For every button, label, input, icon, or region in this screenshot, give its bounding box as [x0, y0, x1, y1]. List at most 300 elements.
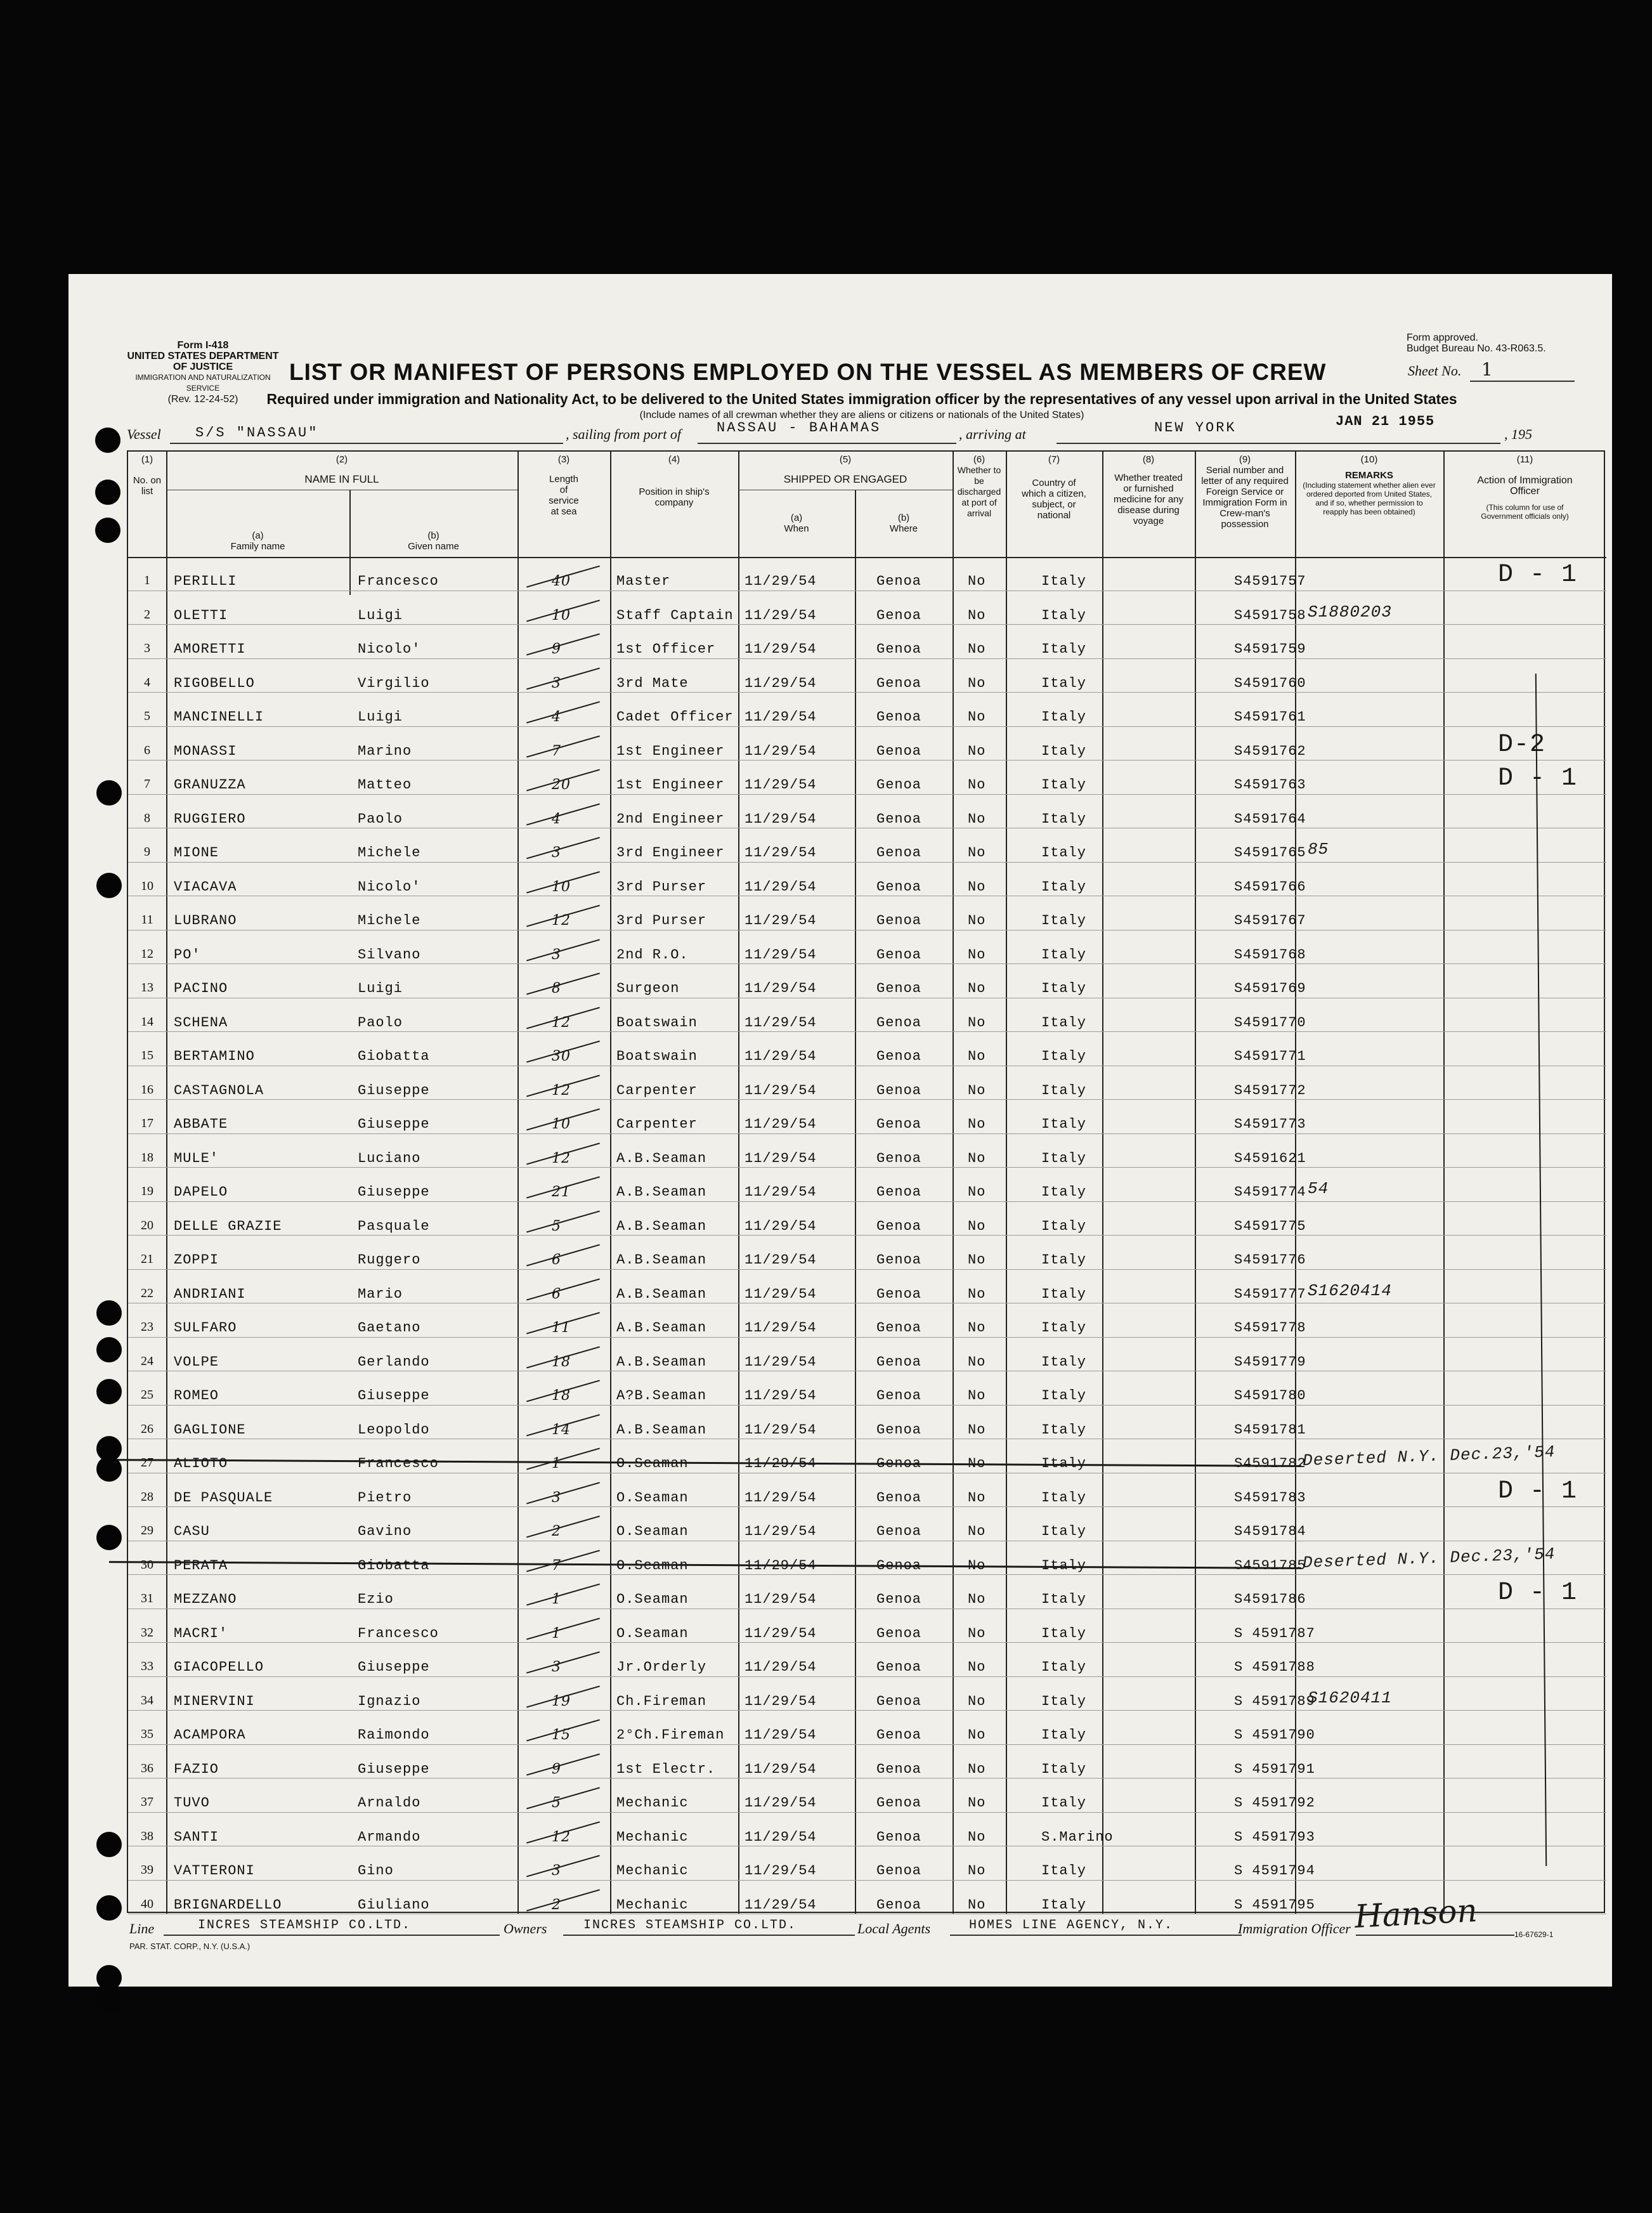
- arriving-port: NEW YORK: [1154, 420, 1237, 436]
- cell-given: Pietro: [358, 1489, 412, 1506]
- cell-country: Italy: [1041, 1218, 1087, 1234]
- service-check-mark: [526, 1278, 600, 1300]
- service-check-mark: [526, 1516, 600, 1538]
- cell-given: Silvano: [358, 946, 421, 963]
- cell-serial: S4591761: [1234, 709, 1306, 725]
- row-number: 29: [141, 1524, 153, 1537]
- cell-discharged: No: [968, 1863, 986, 1879]
- cell-serial: S4591773: [1234, 1116, 1306, 1132]
- punch-hole: [96, 1379, 122, 1404]
- service-check-mark: [526, 1244, 600, 1267]
- table-row: [128, 1507, 1606, 1541]
- table-row: [128, 1168, 1606, 1202]
- cell-service: 3: [552, 1863, 561, 1879]
- cell-serial: S4591766: [1234, 878, 1306, 895]
- cell-serial: S4591770: [1234, 1014, 1306, 1031]
- cell-country: Italy: [1041, 878, 1087, 895]
- cell-position: 3rd Engineer: [616, 845, 725, 861]
- cell-country: Italy: [1041, 845, 1087, 861]
- cell-serial: S4591621: [1234, 1150, 1306, 1166]
- cell-service: 3: [552, 946, 561, 963]
- cell-position: 1st Electr.: [616, 1761, 716, 1777]
- cell-where: Genoa: [876, 607, 922, 623]
- row-number: 38: [141, 1829, 153, 1843]
- cell-given: Giuseppe: [358, 1659, 430, 1675]
- vessel-name: S/S "NASSAU": [195, 425, 319, 441]
- cell-discharged: No: [968, 1659, 986, 1675]
- cell-position: A.B.Seaman: [616, 1150, 707, 1166]
- cell-discharged: No: [968, 1218, 986, 1234]
- cell-position: Boatswain: [616, 1014, 698, 1031]
- cell-family: LUBRANO: [174, 913, 237, 929]
- cell-where: Genoa: [876, 1082, 922, 1099]
- cell-when: 11/29/54: [745, 878, 817, 895]
- table-row: [128, 1779, 1606, 1813]
- cell-given: Armando: [358, 1829, 421, 1845]
- cell-country: Italy: [1041, 1082, 1087, 1099]
- cell-country: Italy: [1041, 981, 1087, 996]
- cell-discharged: No: [968, 1014, 986, 1031]
- service-check-mark: [526, 735, 600, 757]
- cell-position: Jr.Orderly: [616, 1659, 707, 1675]
- cell-serial: S 4591795: [1234, 1896, 1315, 1913]
- cell-country: Italy: [1041, 913, 1087, 929]
- cell-given: Michele: [358, 913, 421, 929]
- cell-serial: S4591767: [1234, 913, 1306, 929]
- cell-position: A?B.Seaman: [616, 1388, 707, 1404]
- cell-where: Genoa: [876, 1252, 922, 1268]
- cell-discharged: No: [968, 1421, 986, 1438]
- cell-country: Italy: [1041, 1693, 1087, 1709]
- cell-service: 30: [552, 1048, 571, 1064]
- cell-where: Genoa: [876, 1863, 922, 1879]
- cell-position: Staff Captain: [616, 607, 734, 623]
- cell-position: A.B.Seaman: [616, 1354, 707, 1370]
- cell-where: Genoa: [876, 1048, 922, 1064]
- cell-position: A.B.Seaman: [616, 1421, 707, 1438]
- cell-country: Italy: [1041, 1524, 1087, 1539]
- agents-name: HOMES LINE AGENCY, N.Y.: [969, 1918, 1174, 1933]
- cell-discharged: No: [968, 573, 986, 589]
- cell-serial: S4591780: [1234, 1388, 1306, 1404]
- cell-when: 11/29/54: [745, 1863, 817, 1879]
- cell-position: Carpenter: [616, 1082, 698, 1099]
- cell-where: Genoa: [876, 845, 922, 861]
- table-row: [128, 1406, 1606, 1440]
- cell-given: Giuseppe: [358, 1388, 430, 1404]
- row-number: 22: [141, 1286, 153, 1300]
- cell-family: ABBATE: [174, 1116, 228, 1132]
- cell-when: 11/29/54: [745, 1489, 817, 1506]
- cell-where: Genoa: [876, 1150, 922, 1166]
- cell-discharged: No: [968, 1456, 986, 1472]
- cell-family: MIONE: [174, 845, 219, 861]
- cell-discharged: No: [968, 1896, 986, 1913]
- cell-family: PERILLI: [174, 573, 237, 589]
- cell-given: Nicolo': [358, 878, 421, 895]
- row-number: 40: [141, 1896, 153, 1911]
- cell-given: Arnaldo: [358, 1795, 421, 1811]
- cell-service: 3: [552, 675, 561, 691]
- table-row: [128, 1066, 1606, 1100]
- cell-where: Genoa: [876, 1761, 922, 1777]
- cell-where: Genoa: [876, 1421, 922, 1438]
- table-row: [128, 1677, 1606, 1711]
- subtitle-note: (Include names of all crewman whether they are aliens or citizens or nationals of the United States): [639, 410, 1084, 421]
- cell-service: 11: [552, 1320, 571, 1336]
- cell-where: Genoa: [876, 1693, 922, 1709]
- cell-position: A.B.Seaman: [616, 1286, 707, 1302]
- cell-family: PO': [174, 946, 201, 963]
- cell-where: Genoa: [876, 1354, 922, 1370]
- cell-service: 20: [552, 777, 571, 793]
- cell-when: 11/29/54: [745, 1557, 817, 1574]
- cell-country: Italy: [1041, 946, 1087, 963]
- row-number: 32: [141, 1625, 153, 1640]
- cell-serial: S4591786: [1234, 1591, 1306, 1607]
- col-11-header: (11) Action of Immigration Officer (This column for use of Government officials only): [1477, 454, 1573, 521]
- form-code: 16-67629-1: [1514, 1930, 1554, 1939]
- service-check-mark: [526, 1482, 600, 1504]
- row-number: 26: [141, 1421, 153, 1436]
- strike-through-line: [109, 1561, 1301, 1569]
- cell-where: Genoa: [876, 1727, 922, 1743]
- cell-service: 12: [552, 1829, 571, 1845]
- cell-discharged: No: [968, 1082, 986, 1099]
- cell-family: MEZZANO: [174, 1591, 237, 1607]
- cell-given: Virgilio: [358, 675, 430, 691]
- table-row: [128, 863, 1606, 897]
- cell-serial: S4591772: [1234, 1082, 1306, 1099]
- row-number: 8: [144, 811, 150, 825]
- row-number: 7: [144, 777, 150, 791]
- cell-position: O.Seaman: [616, 1591, 689, 1607]
- table-row: [128, 1439, 1606, 1473]
- row-number: 18: [141, 1150, 153, 1165]
- punch-hole: [96, 1832, 122, 1857]
- cell-given: Luigi: [358, 607, 403, 623]
- cell-serial: S4591779: [1234, 1354, 1306, 1370]
- cell-when: 11/29/54: [745, 1625, 817, 1642]
- cell-discharged: No: [968, 1591, 986, 1607]
- cell-serial: S4591784: [1234, 1524, 1306, 1539]
- cell-country: Italy: [1041, 1184, 1087, 1200]
- cell-when: 11/29/54: [745, 1218, 817, 1234]
- cell-given: Francesco: [358, 1625, 439, 1642]
- cell-when: 11/29/54: [745, 1524, 817, 1539]
- cell-where: Genoa: [876, 641, 922, 657]
- cell-serial: S4591783: [1234, 1489, 1306, 1506]
- cell-family: RUGGIERO: [174, 811, 246, 827]
- crew-rows: [128, 557, 1606, 1914]
- cell-given: Giobatta: [358, 1557, 430, 1574]
- cell-where: Genoa: [876, 878, 922, 895]
- cell-family: BRIGNARDELLO: [174, 1896, 282, 1913]
- cell-given: Giuseppe: [358, 1082, 430, 1099]
- department: UNITED STATES DEPARTMENT OF JUSTICE: [127, 351, 279, 372]
- cell-position: A.B.Seaman: [616, 1320, 707, 1336]
- cell-family: AMORETTI: [174, 641, 246, 657]
- cell-position: Ch.Fireman: [616, 1693, 707, 1709]
- cell-discharged: No: [968, 1320, 986, 1336]
- row-number: 39: [141, 1863, 153, 1877]
- cell-family: VATTERONI: [174, 1863, 255, 1879]
- cell-remarks: S1620414: [1308, 1281, 1392, 1300]
- cell-discharged: No: [968, 675, 986, 691]
- table-row: [128, 1813, 1606, 1847]
- cell-where: Genoa: [876, 1116, 922, 1132]
- cell-when: 11/29/54: [745, 1014, 817, 1031]
- cell-when: 11/29/54: [745, 845, 817, 861]
- table-row: [128, 1134, 1606, 1168]
- cell-where: Genoa: [876, 573, 922, 589]
- service-check-mark: [526, 1787, 600, 1810]
- cell-serial: S4591774: [1234, 1184, 1306, 1200]
- cell-position: O.Seaman: [616, 1456, 689, 1472]
- row-number: 33: [141, 1659, 153, 1673]
- cell-when: 11/29/54: [745, 573, 817, 589]
- cell-service: 3: [552, 845, 561, 861]
- table-row: [128, 896, 1606, 930]
- cell-family: TUVO: [174, 1795, 210, 1811]
- cell-service: 18: [552, 1354, 571, 1370]
- table-row: [128, 761, 1606, 795]
- service-check-mark: [526, 939, 600, 961]
- cell-country: Italy: [1041, 641, 1087, 657]
- cell-country: Italy: [1041, 1116, 1087, 1132]
- cell-discharged: No: [968, 845, 986, 861]
- sailing-port: NASSAU - BAHAMAS: [717, 420, 881, 436]
- cell-family: BERTAMINO: [174, 1048, 255, 1064]
- cell-where: Genoa: [876, 1218, 922, 1234]
- cell-given: Gavino: [358, 1524, 412, 1539]
- cell-service: 14: [552, 1421, 571, 1438]
- cell-service: 10: [552, 607, 571, 623]
- cell-given: Giuseppe: [358, 1761, 430, 1777]
- row-number: 36: [141, 1761, 153, 1775]
- cell-discharged: No: [968, 811, 986, 827]
- cell-given: Gerlando: [358, 1354, 430, 1370]
- cell-discharged: No: [968, 1489, 986, 1506]
- cell-when: 11/29/54: [745, 1082, 817, 1099]
- punch-hole: [96, 1456, 122, 1482]
- crew-table: [127, 450, 1605, 1913]
- service-check-mark: [526, 1652, 600, 1674]
- row-number: 34: [141, 1693, 153, 1707]
- cell-when: 11/29/54: [745, 641, 817, 657]
- cell-remarks: S1620411: [1308, 1688, 1392, 1707]
- cell-family: ALIOTO: [174, 1456, 228, 1472]
- cell-given: Ruggero: [358, 1252, 421, 1268]
- cell-discharged: No: [968, 1150, 986, 1166]
- cell-position: 3rd Mate: [616, 675, 689, 691]
- cell-service: 12: [552, 1150, 571, 1166]
- cell-position: A.B.Seaman: [616, 1184, 707, 1200]
- row-number: 4: [144, 675, 150, 689]
- punch-hole: [96, 780, 122, 806]
- col-7-header: (7) Country of which a citizen, subject, or national: [1022, 454, 1086, 521]
- cell-position: A.B.Seaman: [616, 1218, 707, 1234]
- cell-serial: S4591768: [1234, 946, 1306, 963]
- cell-where: Genoa: [876, 1456, 922, 1472]
- cell-given: Mario: [358, 1286, 403, 1302]
- cell-service: 9: [552, 1761, 561, 1777]
- cell-where: Genoa: [876, 1320, 922, 1336]
- table-row: [128, 1711, 1606, 1745]
- date-stamp: JAN 21 1955: [1336, 414, 1435, 429]
- cell-remarks: S1880203: [1308, 602, 1392, 622]
- table-row: [128, 1100, 1606, 1134]
- cell-when: 11/29/54: [745, 1150, 817, 1166]
- subtitle: Required under immigration and Nationality Act, to be delivered to the United States immigration officer by the representatives of any vessel upon arrival in the United States: [266, 391, 1457, 407]
- cell-country: Italy: [1041, 1625, 1087, 1642]
- cell-discharged: No: [968, 1286, 986, 1302]
- cell-service: 2: [552, 1896, 561, 1913]
- cell-country: Italy: [1041, 1286, 1087, 1302]
- cell-given: Francesco: [358, 1456, 439, 1472]
- cell-given: Raimondo: [358, 1727, 430, 1743]
- cell-when: 11/29/54: [745, 1354, 817, 1370]
- cell-discharged: No: [968, 946, 986, 963]
- row-number: 14: [141, 1014, 153, 1029]
- cell-country: Italy: [1041, 777, 1087, 793]
- cell-family: GRANUZZA: [174, 777, 246, 793]
- cell-position: 1st Engineer: [616, 743, 725, 759]
- cell-service: 10: [552, 1116, 571, 1132]
- cell-where: Genoa: [876, 811, 922, 827]
- cell-family: ANDRIANI: [174, 1286, 246, 1302]
- cell-where: Genoa: [876, 1388, 922, 1404]
- row-number: 23: [141, 1320, 153, 1334]
- cell-serial: S 4591791: [1234, 1761, 1315, 1777]
- officer-signature: Hanson: [1353, 1891, 1478, 1936]
- punch-hole: [95, 518, 120, 543]
- row-number: 27: [141, 1456, 153, 1470]
- cell-serial: S 4591787: [1234, 1625, 1315, 1642]
- punch-hole: [96, 1525, 122, 1550]
- col-4-header: (4) Position in ship's company: [639, 454, 710, 508]
- cell-serial: S 4591792: [1234, 1795, 1315, 1811]
- cell-serial: S 4591794: [1234, 1863, 1315, 1879]
- cell-action: D - 1: [1498, 1579, 1578, 1607]
- cell-when: 11/29/54: [745, 1727, 817, 1743]
- table-row: [128, 1371, 1606, 1406]
- cell-position: 1st Officer: [616, 641, 716, 657]
- page-title: LIST OR MANIFEST OF PERSONS EMPLOYED ON THE VESSEL AS MEMBERS OF CREW: [289, 359, 1327, 385]
- cell-given: Gaetano: [358, 1320, 421, 1336]
- cell-family: DAPELO: [174, 1184, 228, 1200]
- cell-remarks: 85: [1308, 840, 1329, 859]
- cell-when: 11/29/54: [745, 607, 817, 623]
- cell-discharged: No: [968, 1727, 986, 1743]
- cell-when: 11/29/54: [745, 913, 817, 929]
- table-row: [128, 1270, 1606, 1304]
- cell-country: Italy: [1041, 743, 1087, 759]
- table-row: [128, 727, 1606, 761]
- cell-country: Italy: [1041, 1557, 1087, 1574]
- punch-hole: [96, 873, 122, 898]
- table-row: [128, 1643, 1606, 1677]
- cell-position: O.Seaman: [616, 1625, 689, 1642]
- cell-country: Italy: [1041, 1388, 1087, 1404]
- cell-family: ACAMPORA: [174, 1727, 246, 1743]
- row-number: 6: [144, 743, 150, 757]
- col-9-header: (9) Serial number and letter of any required Foreign Service or Immigration Form in Crew-man's possession: [1201, 454, 1289, 530]
- cell-service: 6: [552, 1286, 561, 1302]
- cell-family: FAZIO: [174, 1761, 219, 1777]
- cell-service: 18: [552, 1388, 571, 1404]
- cell-when: 11/29/54: [745, 1048, 817, 1064]
- cell-service: 7: [552, 1557, 561, 1574]
- cell-when: 11/29/54: [745, 777, 817, 793]
- table-row: [128, 1541, 1606, 1576]
- cell-when: 11/29/54: [745, 675, 817, 691]
- cell-when: 11/29/54: [745, 1116, 817, 1132]
- cell-action: D-2: [1498, 730, 1546, 759]
- line-name: INCRES STEAMSHIP CO.LTD.: [198, 1918, 412, 1933]
- cell-serial: S4591762: [1234, 743, 1306, 759]
- cell-family: PACINO: [174, 981, 228, 996]
- budget-bureau: Budget Bureau No. 43-R063.5.: [1407, 343, 1546, 354]
- cell-discharged: No: [968, 878, 986, 895]
- cell-serial: S4591757: [1234, 573, 1306, 589]
- cell-where: Genoa: [876, 675, 922, 691]
- punch-hole: [96, 1337, 122, 1362]
- cell-when: 11/29/54: [745, 1320, 817, 1336]
- cell-family: MONASSI: [174, 743, 237, 759]
- vessel-label: Vessel: [127, 426, 161, 442]
- table-row: [128, 1745, 1606, 1779]
- cell-where: Genoa: [876, 1591, 922, 1607]
- cell-country: S.Marino: [1041, 1829, 1114, 1845]
- cell-given: Giobatta: [358, 1048, 430, 1064]
- row-number: 35: [141, 1727, 153, 1741]
- cell-where: Genoa: [876, 1489, 922, 1506]
- service-check-mark: [526, 1617, 600, 1640]
- cell-discharged: No: [968, 1795, 986, 1811]
- service-check-mark: [526, 1210, 600, 1232]
- table-row: [128, 828, 1606, 863]
- cell-where: Genoa: [876, 1184, 922, 1200]
- cell-given: Luciano: [358, 1150, 421, 1166]
- cell-country: Italy: [1041, 709, 1087, 725]
- cell-when: 11/29/54: [745, 743, 817, 759]
- agents-label: Local Agents: [857, 1921, 931, 1936]
- cell-service: 12: [552, 1082, 571, 1099]
- col-5b-header: (b) Where: [889, 512, 918, 534]
- cell-when: 11/29/54: [745, 1591, 817, 1607]
- cell-country: Italy: [1041, 675, 1087, 691]
- table-row: [128, 625, 1606, 659]
- cell-position: O.Seaman: [616, 1557, 689, 1574]
- cell-serial: S 4591793: [1234, 1829, 1315, 1845]
- cell-where: Genoa: [876, 1286, 922, 1302]
- cell-position: 1st Engineer: [616, 777, 725, 793]
- cell-serial: S4591758: [1234, 607, 1306, 623]
- cell-when: 11/29/54: [745, 1659, 817, 1675]
- cell-discharged: No: [968, 607, 986, 623]
- col-8-header: (8) Whether treated or furnished medicine for any disease during voyage: [1113, 454, 1184, 526]
- table-row: [128, 1032, 1606, 1066]
- cell-country: Italy: [1041, 1320, 1087, 1336]
- cell-when: 11/29/54: [745, 1896, 817, 1913]
- cell-serial: S4591760: [1234, 675, 1306, 691]
- col-2-header: (2) NAME IN FULL: [304, 454, 379, 485]
- cell-country: Italy: [1041, 1863, 1087, 1879]
- cell-serial: S4591785: [1234, 1557, 1306, 1574]
- cell-given: Leopoldo: [358, 1421, 430, 1438]
- cell-when: 11/29/54: [745, 946, 817, 963]
